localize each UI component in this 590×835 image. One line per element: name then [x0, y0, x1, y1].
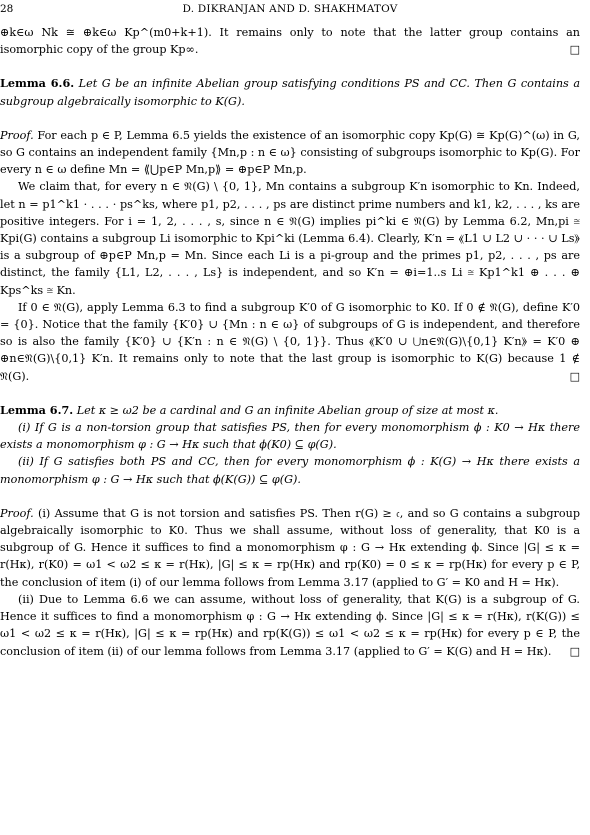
- running-title: D. DIKRANJAN AND D. SHAKHMATOV: [182, 3, 398, 15]
- qed-symbol: □: [569, 43, 580, 57]
- page-body: [0, 24, 580, 660]
- running-header: [0, 2, 580, 16]
- lemma-label: Lemma 6.7.: [0, 402, 74, 417]
- proof-6-7-paragraph-1: [0, 505, 580, 591]
- lemma-statement: Let κ ≥ ω2 be a cardinal and G an infinite Abelian group of size at most κ.: [76, 403, 499, 417]
- proof-text: For each p ∈ P, Lemma 6.5 yields the existence of an isomorphic copy Kp(G) ≅ Kp(G)^(ω) in G, so G contains an independent family {Mn,p : n ∈ ω} consisting of subgroups isomorphic to Kp(G). For every n ∈ ω define Mn = ⟪⋃p∈P Mn,p⟫ = ⊕p∈P Mn,p.: [0, 128, 580, 177]
- proof-6-6-paragraph-1: [0, 127, 580, 179]
- lemma-6-6: [0, 75, 580, 109]
- intro-paragraph: [0, 24, 580, 58]
- page-number: 28: [0, 3, 14, 15]
- proof-6-6-paragraph-2: [0, 178, 580, 298]
- proof-text: (i) Assume that G is not torsion and satisfies PS. Then r(G) ≥ 𝔠, and so G contains a subgroup algebraically isomorphic to K0. Thus we shall assume, without loss of generality, that K0 is a subgroup of G. Hence it suffices to find a monomorphism φ : G → Hκ extending ϕ. Since |G| ≤ κ = r(Hκ), r(K0) = ω1 < ω2 ≤ κ = r(Hκ), |G| ≤ κ = rp(Hκ) and rp(K0) = 0 ≤ κ = rp(Hκ) for every p ∈ P, the conclusion of item (i) of our lemma follows from Lemma 3.17 (applied to G′ = K0 and H = Hκ).: [0, 506, 580, 589]
- spacer: [0, 58, 580, 75]
- lemma-6-7-item-ii: [0, 453, 580, 487]
- lemma-item-text: (ii) If G satisfies both PS and CC, then for every monomorphism ϕ : K(G) → Hκ there exists a monomorphism φ : G → Hκ such that ϕ(K(G)) ⊆ φ(G).: [0, 455, 580, 486]
- lemma-6-7-item-i: [0, 419, 580, 453]
- lemma-statement: Let G be an infinite Abelian group satisfying conditions PS and CC. Then G contains a subgroup algebraically isomorphic to K(G).: [0, 77, 580, 108]
- spacer: [0, 488, 580, 505]
- qed-symbol: □: [569, 644, 580, 658]
- proof-label: Proof.: [0, 506, 34, 520]
- proof-text: (ii) Due to Lemma 6.6 we can assume, without loss of generality, that K(G) is a subgroup of G. Hence it suffices to find a monomorphism φ : G → Hκ extending ϕ. Since |G| ≤ κ = r(Hκ), r(K(G)) ≤ ω1 < ω2 ≤ κ = r(Hκ), |G| ≤ κ = rp(Hκ) and rp(K(G)) ≤ ω1 < ω2 ≤ κ = rp(Hκ) for every p ∈ P, the conclusion of item (ii) of our lemma follows from Lemma 3.17 (applied to G′ = K(G) and H = Hκ).: [0, 592, 580, 658]
- spacer: [0, 110, 580, 127]
- proof-text: If 0 ∈ 𝔑(G), apply Lemma 6.3 to find a subgroup K′0 of G isomorphic to K0. If 0 ∉ 𝔑(G), define K′0 = {0}. Notice that the family {K′0} ∪ {Mn : n ∈ ω} of subgroups of G is independent, and therefore so is also the family {K′0} ∪ {K′n : n ∈ 𝔑(G) \ {0, 1}}. Thus ⟪K′0 ∪ ⋃n∈𝔑(G)\{0,1} K′n⟫ = K′0 ⊕ ⊕n∈𝔑(G)\{0,1} K′n. It remains only to note that the last group is isomorphic to K(G) because 1 ∉ 𝔑(G).: [0, 300, 580, 383]
- qed-symbol: □: [569, 369, 580, 383]
- lemma-label: Lemma 6.6.: [0, 76, 75, 91]
- proof-text: We claim that, for every n ∈ 𝔑(G) \ {0, 1}, Mn contains a subgroup K′n isomorphic to Kn. Indeed, let n = p1^k1 · . . . · ps^ks, where p1, p2, . . . , ps are distinct prime numbers and k1, k2, . . . , ks are positive integers. For i = 1, 2, . . . , s, since n ∈ 𝔑(G) implies pi^ki ∈ 𝔑(G) by Lemma 6.2, Mn,pi ≅ Kpi(G) contains a subgroup Li isomorphic to Kpi^ki (Lemma 6.4). Clearly, K′n = ⟪L1 ∪ L2 ∪ · · · ∪ Ls⟫ is a subgroup of ⊕p∈P Mn,p = Mn. Since each Li is a pi-group and the primes p1, p2, . . . , ps are distinct, the family {L1, L2, . . . , Ls} is independent, and so K′n = ⊕i=1..s Li ≅ Kp1^k1 ⊕ . . . ⊕ Kps^ks ≅ Kn.: [0, 180, 580, 297]
- lemma-item-text: (i) If G is a non-torsion group that satisfies PS, then for every monomorphism ϕ : K0 → Hκ there exists a monomorphism φ : G → Hκ such that ϕ(K0) ⊆ φ(G).: [0, 421, 580, 452]
- proof-6-6-paragraph-3: [0, 299, 580, 385]
- spacer: [0, 385, 580, 402]
- intro-text: ⊕k∈ω Nk ≅ ⊕k∈ω Kp^(m0+k+1). It remains only to note that the latter group contains an isomorphic copy of the group Kp∞.: [0, 26, 580, 57]
- lemma-6-7: [0, 402, 580, 419]
- proof-6-7-paragraph-2: [0, 591, 580, 660]
- proof-label: Proof.: [0, 128, 34, 142]
